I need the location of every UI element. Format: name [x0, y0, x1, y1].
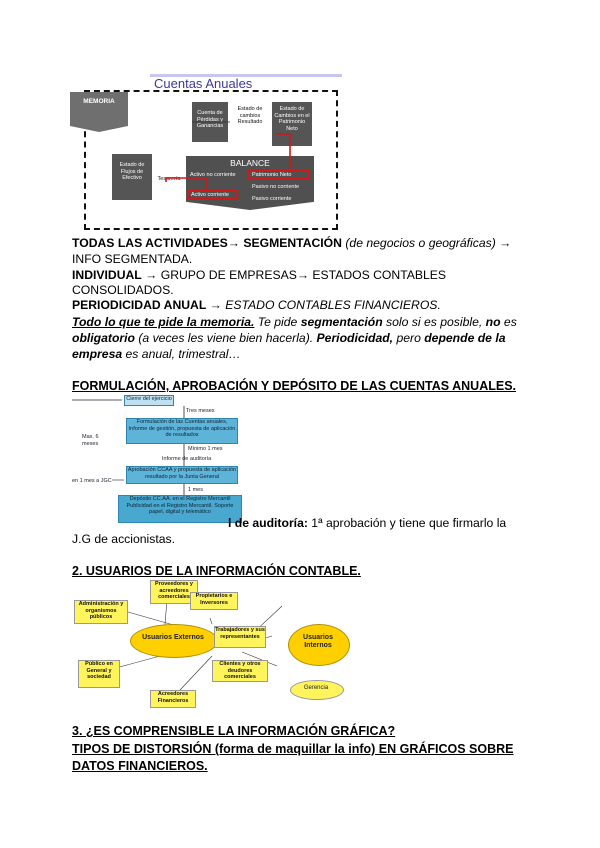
balance-title: BALANCE — [230, 158, 270, 168]
text-line-4: CONSOLIDADOS. — [72, 283, 174, 297]
estado-resultado-label: Estado de cambios Resultado — [237, 106, 263, 125]
es: es — [500, 315, 517, 329]
heading-distorsion-1: TIPOS DE DISTORSIÓN (forma de maquillar la info) EN GRÁFICOS SOBRE — [72, 742, 514, 756]
estado-cambios-label: Estado de Cambios en el Patrimonio Neto — [274, 106, 310, 132]
informe-label: Informe de auditoría — [162, 456, 212, 462]
heading-formulacion: FORMULACIÓN, APROBACIÓN Y DEPÓSITO DE LAS CUENTAS ANUALES. — [72, 379, 517, 393]
publico-box: Público en General y sociedad — [78, 660, 120, 688]
red-arrows — [70, 72, 350, 232]
todas-actividades: TODAS LAS ACTIVIDADES — [72, 236, 228, 250]
periodicidad: Periodicidad, — [316, 331, 394, 345]
minimo-label: Mínimo 1 mes — [188, 446, 223, 452]
text-line-2: INFO SEGMENTADA. — [72, 252, 193, 266]
gerencia-label: Gerencia — [303, 685, 329, 691]
internos-label: Usuarios Internos — [303, 634, 333, 649]
auditoria-text: 1ª aprobación y tiene que firmarlo la — [307, 516, 507, 530]
proveedores-box: Proveedores y acreedores comerciales — [150, 580, 198, 604]
memoria-statement: Todo lo que te pide la memoria. — [72, 315, 255, 329]
deposito-box — [118, 495, 242, 523]
externos-ellipse — [130, 624, 218, 658]
arrow-1: → — [227, 236, 244, 250]
text-line-7 — [72, 330, 532, 346]
cierre-box: Cierre del ejercicio — [124, 395, 174, 406]
auditoria-label: l de auditoría: — [228, 516, 308, 530]
propietarios-box: Propietarios e Inversores — [190, 592, 238, 610]
tipos-segmentacion: (de negocios o geográficas) → — [341, 236, 512, 250]
deposito-sub: Publicidad en el Registro Mercantil. Soporte papel, digital y telemático — [126, 502, 234, 515]
estados-financieros: → ESTADO CONTABLES FINANCIEROS. — [206, 298, 441, 312]
segmentacion: SEGMENTACIÓN — [243, 236, 342, 250]
pero: pero — [393, 331, 425, 345]
tres-meses-label: Tres meses — [186, 408, 215, 414]
perdidas-label: Cuenta de Pérdidas y Ganancias — [196, 110, 224, 129]
formulacion-box: Formulación de las Cuentas anuales, Informe de gestión, propuesta de aplicación de resultados — [126, 418, 238, 444]
activo-corriente: Activo corriente — [191, 192, 229, 198]
process-flow-diagram — [72, 394, 242, 524]
diagram-title: Cuentas Anuales — [154, 76, 253, 91]
clientes-box: Clientes y otros deudores comerciales — [212, 660, 268, 682]
heading-distorsion-2: DATOS FINANCIEROS. — [72, 759, 208, 773]
administracion-box: Administración y organismos públicos — [74, 600, 128, 624]
acreedores-box: Acreedores Financieros — [150, 690, 196, 708]
memoria-label: MEMORIA — [83, 98, 115, 105]
solo-si: solo si es posible, — [382, 315, 486, 329]
text-line-1 — [72, 235, 532, 251]
empresa: empresa — [72, 347, 123, 361]
text-line-8 — [72, 346, 532, 362]
deposito-title: Depósito CC.AA. en el Registro Mercantil — [129, 496, 231, 502]
segmentacion-2: segmentación — [300, 315, 383, 329]
cuentas-anuales-diagram — [70, 72, 350, 232]
periodicidad-anual: PERIODICIDAD ANUAL — [72, 298, 207, 312]
individual: INDIVIDUAL — [72, 268, 142, 282]
text-line-5 — [72, 297, 532, 313]
obligatorio: obligatorio — [72, 331, 135, 345]
grupo-empresas: → GRUPO DE EMPRESAS→ ESTADOS CONTABLES — [141, 268, 447, 282]
users-diagram — [72, 578, 362, 708]
aprobacion-box: Aprobación CCAA y propuesta de aplicación resultado por la Junta General — [126, 466, 238, 484]
text-line-6 — [72, 314, 532, 330]
max-meses-label: Max. 6 meses — [82, 434, 99, 447]
auditoria-line — [228, 515, 506, 531]
te-pide: Te pide — [254, 315, 301, 329]
plazo-label: en 1 mes a JGC — [72, 478, 112, 484]
externos-label: Usuarios Externos — [142, 634, 204, 641]
accionistas-line: J.G de accionistas. — [72, 532, 175, 546]
flujos-label: Estado de Flujos de Efectivo — [119, 162, 145, 181]
pasivo-no-corriente: Pasivo no corriente — [252, 184, 300, 190]
un-mes-label: 1 mes — [188, 487, 203, 493]
pasivo-corriente: Pasivo corriente — [252, 196, 292, 202]
anual-trimestral: es anual, trimestral… — [122, 347, 241, 361]
no: no — [485, 315, 501, 329]
heading-comprensible: 3. ¿ES COMPRENSIBLE LA INFORMACIÓN GRÁFICA? — [72, 724, 396, 738]
tesoreria-label: Tesorería — [157, 176, 181, 182]
patrimonio-neto: Patrimonio Neto — [252, 172, 292, 178]
trabajadores-box: Trabajadores y sus representantes — [214, 626, 266, 648]
text-line-3 — [72, 267, 532, 283]
activo-no-corriente: Activo no corriente — [190, 172, 236, 178]
heading-usuarios: 2. USUARIOS DE LA INFORMACIÓN CONTABLE. — [72, 564, 361, 578]
a-veces: (a veces les viene bien hacerla). — [134, 331, 317, 345]
depende: depende de la — [424, 331, 506, 345]
